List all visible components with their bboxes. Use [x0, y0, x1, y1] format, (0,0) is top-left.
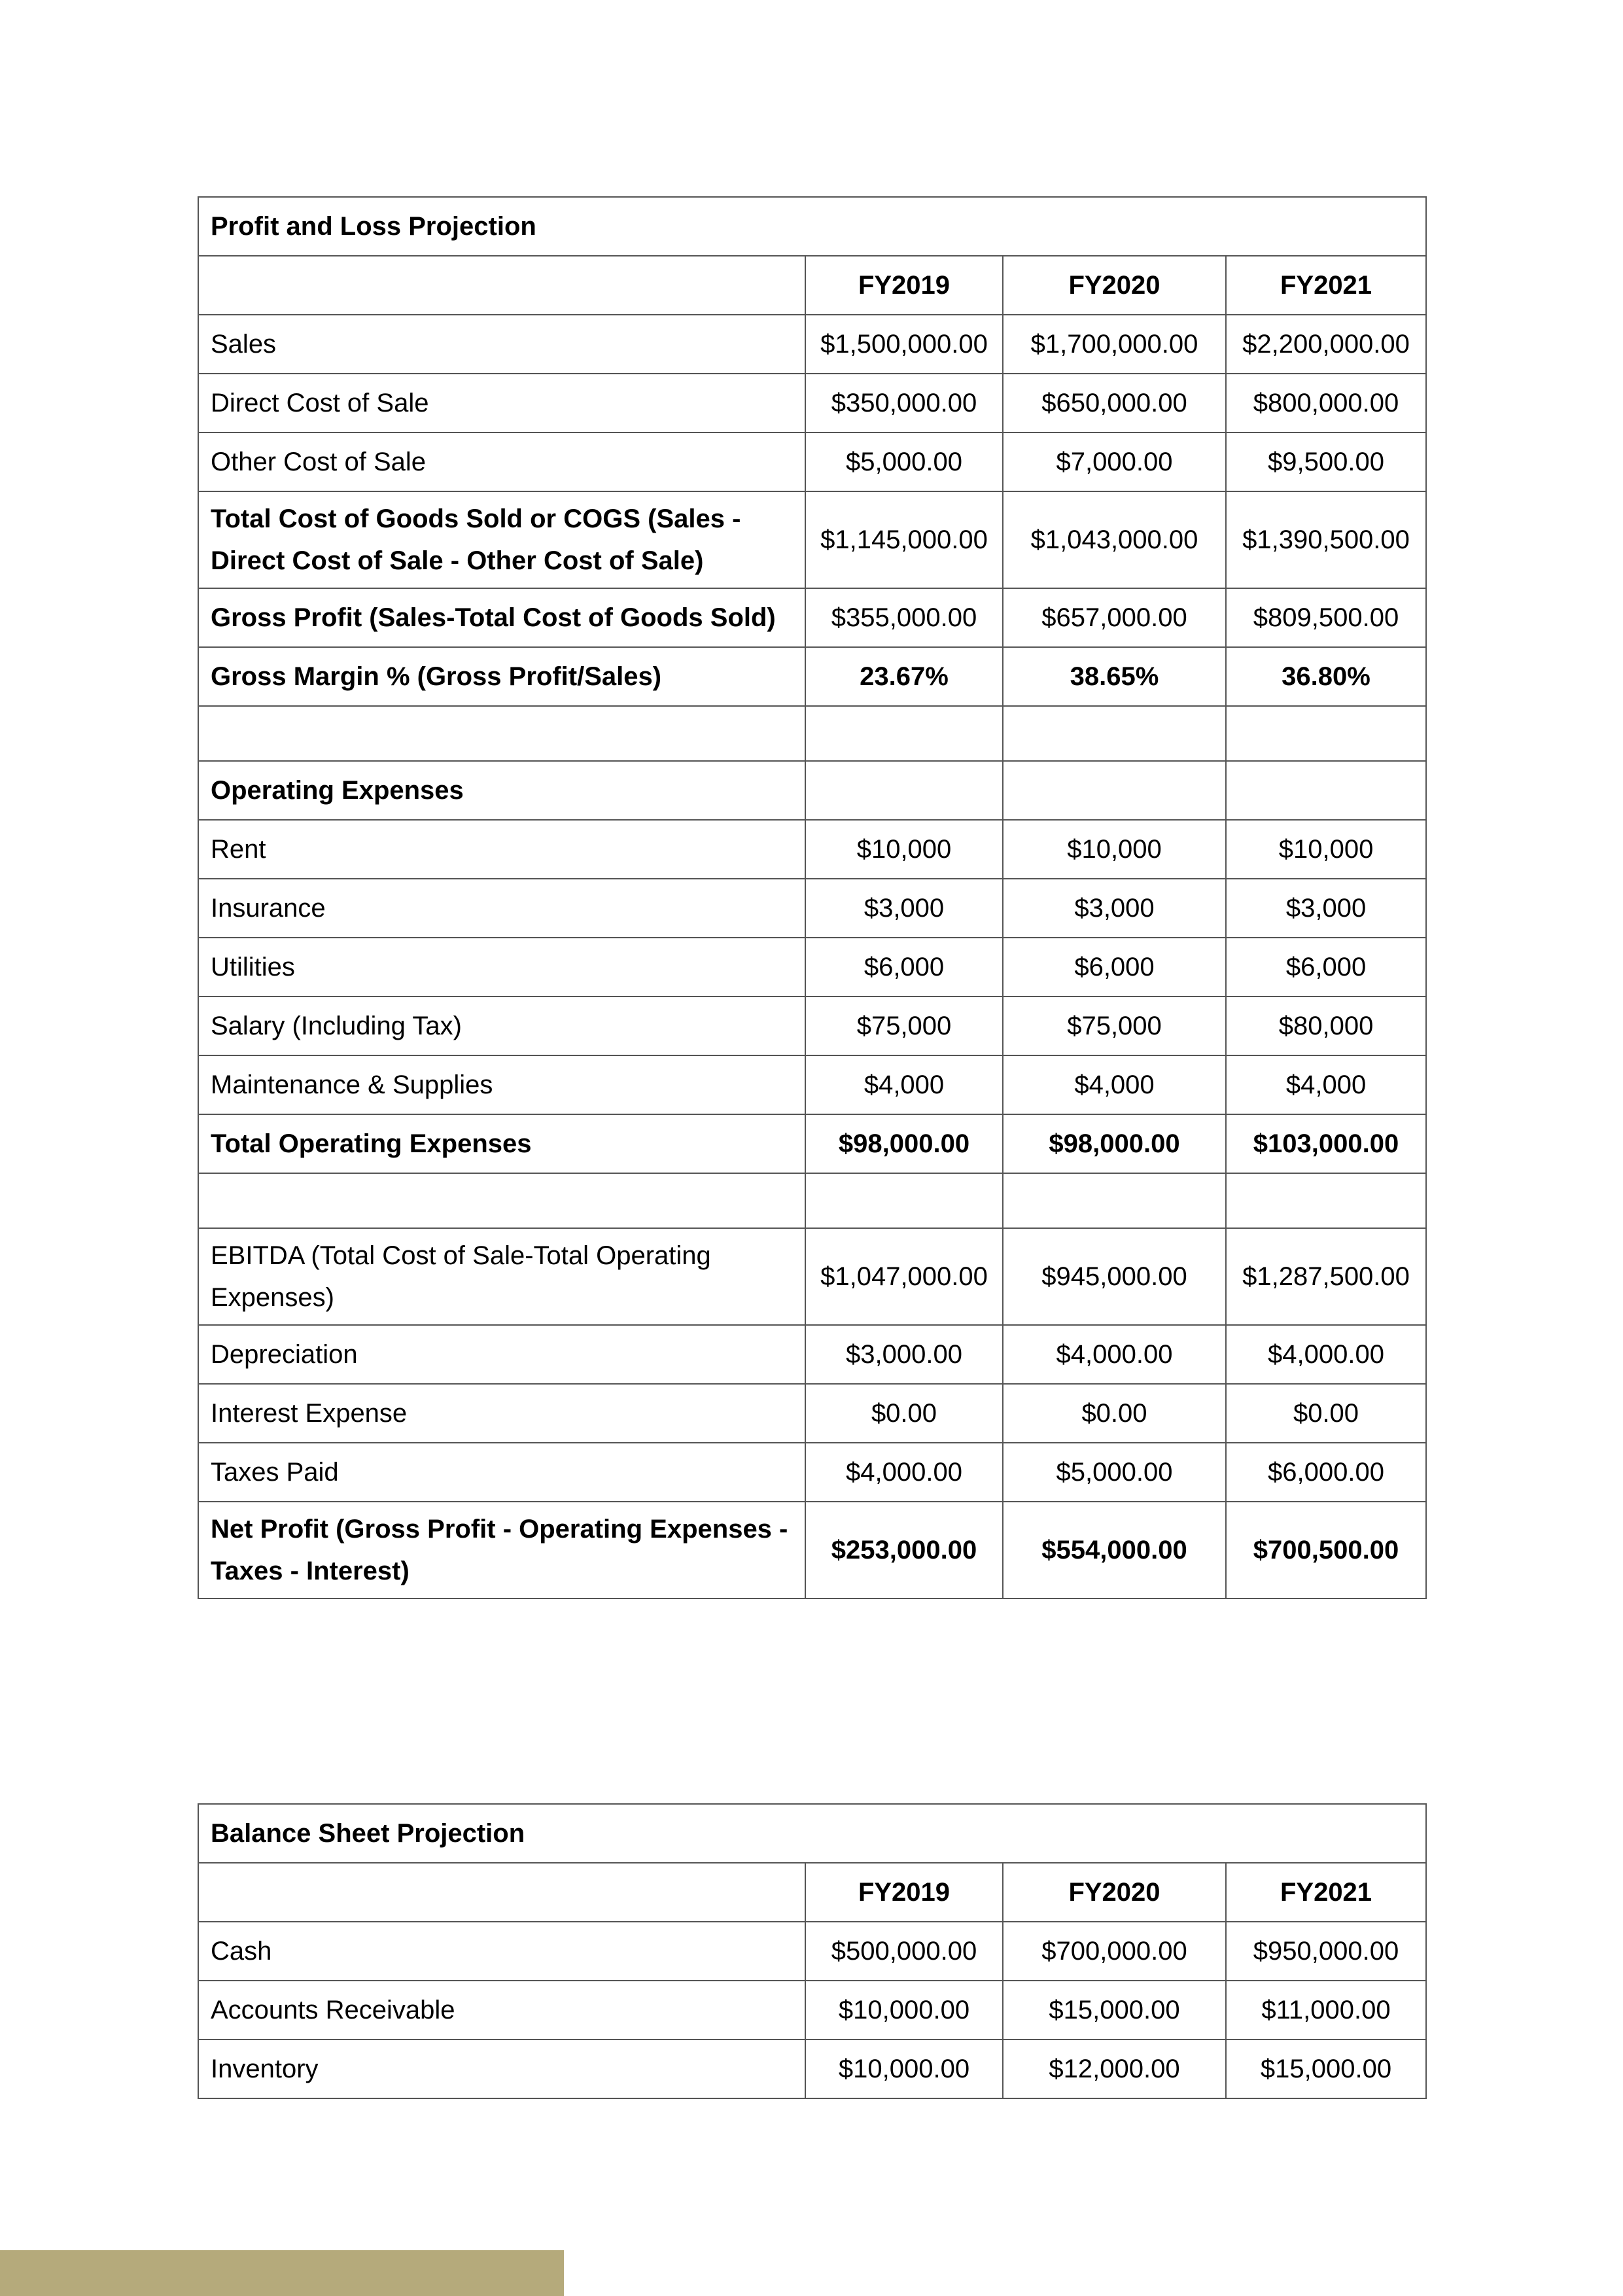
value-fy2021: 36.80% — [1226, 647, 1426, 706]
value-fy2019: $1,500,000.00 — [805, 315, 1003, 374]
value-fy2021: $6,000 — [1226, 938, 1426, 997]
row-label: Maintenance & Supplies — [198, 1055, 805, 1114]
table-row-inventory — [198, 2040, 1426, 2098]
value-fy2021: $6,000.00 — [1226, 1443, 1426, 1502]
value-fy2019: $4,000 — [805, 1055, 1003, 1114]
value-fy2020: $12,000.00 — [1003, 2040, 1226, 2098]
value-fy2021: $800,000.00 — [1226, 374, 1426, 433]
profit-loss-table — [198, 196, 1427, 1599]
table-row-depreciation — [198, 1325, 1426, 1384]
row-label: Rent — [198, 820, 805, 879]
table-row-gross-profit — [198, 588, 1426, 647]
value-fy2020: $700,000.00 — [1003, 1922, 1226, 1981]
row-label: Taxes Paid — [198, 1443, 805, 1502]
table-row-cash — [198, 1922, 1426, 1981]
value-fy2021: $15,000.00 — [1226, 2040, 1426, 2098]
value-fy2021: $4,000 — [1226, 1055, 1426, 1114]
value-fy2020: $1,700,000.00 — [1003, 315, 1226, 374]
row-label: Total Operating Expenses — [198, 1114, 805, 1173]
table-row-total-operating-expenses — [198, 1114, 1426, 1173]
table-row-maintenance — [198, 1055, 1426, 1114]
value-fy2019: $10,000.00 — [805, 1981, 1003, 2040]
value-fy2020: $4,000.00 — [1003, 1325, 1226, 1384]
value-fy2020: $15,000.00 — [1003, 1981, 1226, 2040]
value-fy2020: $650,000.00 — [1003, 374, 1226, 433]
row-label: Accounts Receivable — [198, 1981, 805, 2040]
value-fy2021: $4,000.00 — [1226, 1325, 1426, 1384]
table-row-insurance — [198, 879, 1426, 938]
table-row-taxes-paid — [198, 1443, 1426, 1502]
row-label: Cash — [198, 1922, 805, 1981]
value-fy2020: $554,000.00 — [1003, 1502, 1226, 1598]
table-row-gross-margin — [198, 647, 1426, 706]
table-row-rent — [198, 820, 1426, 879]
value-fy2019: 23.67% — [805, 647, 1003, 706]
value-fy2021: $11,000.00 — [1226, 1981, 1426, 2040]
header-blank-cell — [198, 1863, 805, 1922]
value-fy2020 — [1003, 761, 1226, 820]
table-title-row — [198, 197, 1426, 256]
value-fy2019: $3,000.00 — [805, 1325, 1003, 1384]
value-fy2020: $5,000.00 — [1003, 1443, 1226, 1502]
value-fy2019: $0.00 — [805, 1384, 1003, 1443]
table-row-salary — [198, 997, 1426, 1055]
row-label: EBITDA (Total Cost of Sale-Total Operating Expenses) — [198, 1228, 805, 1325]
value-fy2020: $3,000 — [1003, 879, 1226, 938]
table-row-other-cost — [198, 433, 1426, 491]
year-header-row — [198, 1863, 1426, 1922]
value-fy2021: $1,390,500.00 — [1226, 491, 1426, 588]
value-fy2021: $80,000 — [1226, 997, 1426, 1055]
table-row-spacer — [198, 1173, 1426, 1228]
row-label: Gross Profit (Sales-Total Cost of Goods Sold) — [198, 588, 805, 647]
value-fy2019: $500,000.00 — [805, 1922, 1003, 1981]
row-label: Utilities — [198, 938, 805, 997]
table-row-utilities — [198, 938, 1426, 997]
table-row-spacer — [198, 706, 1426, 761]
table-row-total-cogs — [198, 491, 1426, 588]
year-header-fy2021: FY2021 — [1226, 1863, 1426, 1922]
value-fy2019: $6,000 — [805, 938, 1003, 997]
empty-cell — [805, 706, 1003, 761]
table-row-operating-expenses-heading — [198, 761, 1426, 820]
value-fy2021: $700,500.00 — [1226, 1502, 1426, 1598]
row-label: Insurance — [198, 879, 805, 938]
value-fy2020: 38.65% — [1003, 647, 1226, 706]
empty-cell — [805, 1173, 1003, 1228]
value-fy2020: $98,000.00 — [1003, 1114, 1226, 1173]
value-fy2020: $75,000 — [1003, 997, 1226, 1055]
table-title-row — [198, 1804, 1426, 1863]
value-fy2019: $98,000.00 — [805, 1114, 1003, 1173]
value-fy2019: $253,000.00 — [805, 1502, 1003, 1598]
table-row-interest-expense — [198, 1384, 1426, 1443]
value-fy2019: $10,000.00 — [805, 2040, 1003, 2098]
row-label: Other Cost of Sale — [198, 433, 805, 491]
year-header-fy2020: FY2020 — [1003, 256, 1226, 315]
value-fy2021 — [1226, 761, 1426, 820]
value-fy2021: $103,000.00 — [1226, 1114, 1426, 1173]
value-fy2019: $350,000.00 — [805, 374, 1003, 433]
value-fy2019: $5,000.00 — [805, 433, 1003, 491]
value-fy2019: $3,000 — [805, 879, 1003, 938]
value-fy2021: $1,287,500.00 — [1226, 1228, 1426, 1325]
row-label: Net Profit (Gross Profit - Operating Expenses - Taxes - Interest) — [198, 1502, 805, 1598]
row-label: Inventory — [198, 2040, 805, 2098]
row-label: Sales — [198, 315, 805, 374]
value-fy2020: $1,043,000.00 — [1003, 491, 1226, 588]
table-row-net-profit — [198, 1502, 1426, 1598]
value-fy2020: $10,000 — [1003, 820, 1226, 879]
value-fy2021: $10,000 — [1226, 820, 1426, 879]
table-row-direct-cost — [198, 374, 1426, 433]
empty-cell — [198, 706, 805, 761]
row-label: Depreciation — [198, 1325, 805, 1384]
empty-cell — [1226, 706, 1426, 761]
empty-cell — [1226, 1173, 1426, 1228]
row-label: Interest Expense — [198, 1384, 805, 1443]
year-header-fy2021: FY2021 — [1226, 256, 1426, 315]
value-fy2021: $950,000.00 — [1226, 1922, 1426, 1981]
value-fy2021: $0.00 — [1226, 1384, 1426, 1443]
value-fy2021: $2,200,000.00 — [1226, 315, 1426, 374]
empty-cell — [1003, 1173, 1226, 1228]
header-blank-cell — [198, 256, 805, 315]
value-fy2020: $0.00 — [1003, 1384, 1226, 1443]
value-fy2021: $809,500.00 — [1226, 588, 1426, 647]
table-row-accounts-receivable — [198, 1981, 1426, 2040]
value-fy2021: $3,000 — [1226, 879, 1426, 938]
profit-loss-title: Profit and Loss Projection — [198, 197, 1426, 256]
value-fy2020: $7,000.00 — [1003, 433, 1226, 491]
year-header-row — [198, 256, 1426, 315]
value-fy2019: $1,145,000.00 — [805, 491, 1003, 588]
value-fy2019: $10,000 — [805, 820, 1003, 879]
year-header-fy2020: FY2020 — [1003, 1863, 1226, 1922]
row-label: Direct Cost of Sale — [198, 374, 805, 433]
row-label: Total Cost of Goods Sold or COGS (Sales - Direct Cost of Sale - Other Cost of Sale) — [198, 491, 805, 588]
value-fy2019: $1,047,000.00 — [805, 1228, 1003, 1325]
row-label: Salary (Including Tax) — [198, 997, 805, 1055]
section-heading: Operating Expenses — [198, 761, 805, 820]
table-row-ebitda — [198, 1228, 1426, 1325]
year-header-fy2019: FY2019 — [805, 1863, 1003, 1922]
value-fy2019: $75,000 — [805, 997, 1003, 1055]
table-row-sales — [198, 315, 1426, 374]
value-fy2020: $4,000 — [1003, 1055, 1226, 1114]
row-label: Gross Margin % (Gross Profit/Sales) — [198, 647, 805, 706]
value-fy2019 — [805, 761, 1003, 820]
balance-sheet-title: Balance Sheet Projection — [198, 1804, 1426, 1863]
empty-cell — [1003, 706, 1226, 761]
footer-accent-bar — [0, 2250, 564, 2296]
balance-sheet-table — [198, 1803, 1427, 2099]
value-fy2020: $657,000.00 — [1003, 588, 1226, 647]
year-header-fy2019: FY2019 — [805, 256, 1003, 315]
value-fy2019: $355,000.00 — [805, 588, 1003, 647]
value-fy2019: $4,000.00 — [805, 1443, 1003, 1502]
value-fy2020: $945,000.00 — [1003, 1228, 1226, 1325]
value-fy2021: $9,500.00 — [1226, 433, 1426, 491]
value-fy2020: $6,000 — [1003, 938, 1226, 997]
empty-cell — [198, 1173, 805, 1228]
